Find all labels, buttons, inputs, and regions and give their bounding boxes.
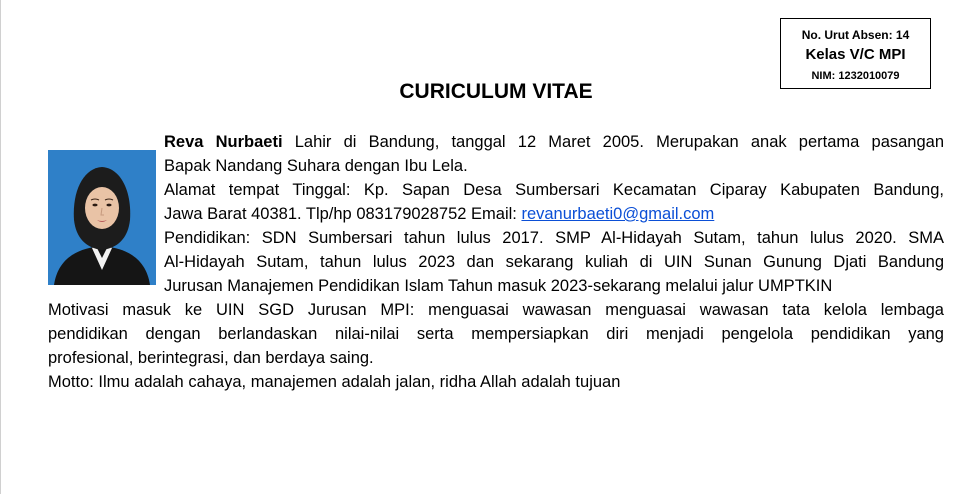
class-label: Kelas V/C MPI — [805, 46, 906, 63]
address-line: Alamat tempat Tinggal: Kp. Sapan Desa Sumbersari Kecamatan Ciparay Kabupaten Bandung, — [164, 181, 944, 199]
motto-line: Motto: Ilmu adalah cahaya, manajemen adalah jalan, ridha Allah adalah tujuan — [48, 373, 621, 391]
motivation-line: pendidikan dengan berlandaskan nilai-nilai serta mempersiapkan diri menjadi pengelola pendidikan yang — [48, 325, 944, 343]
person-name: Reva Nurbaeti — [164, 133, 283, 151]
profile-photo-image — [48, 150, 156, 285]
nim-number: NIM: 1232010079 — [811, 70, 900, 82]
motivation-line: profesional, berintegrasi, dan berdaya saing. — [48, 349, 374, 367]
email-link[interactable]: revanurbaeti0@gmail.com — [521, 205, 715, 223]
motivation-line: Motivasi masuk ke UIN SGD Jurusan MPI: menguasai wawasan menguasai wawasan tata kelola lembaga — [48, 301, 944, 319]
absen-number: No. Urut Absen: 14 — [801, 28, 910, 42]
bio-line — [164, 130, 944, 154]
education-line: Jurusan Manajemen Pendidikan Islam Tahun masuk 2023-sekarang melalui jalur UMPTKIN — [164, 277, 833, 295]
education-line: Al-Hidayah Sutam, tahun lulus 2023 dan sekarang kuliah di UIN Sunan Gunung Djati Bandung — [164, 253, 944, 271]
bio-line: Bapak Nandang Suhara dengan Ibu Lela. — [164, 157, 468, 175]
bio-text: Lahir di Bandung, tanggal 12 Maret 2005. Merupakan anak pertama pasangan — [282, 133, 944, 151]
contact-line — [164, 202, 714, 226]
profile-photo — [48, 150, 156, 285]
student-id-box — [780, 18, 931, 89]
contact-text: Jawa Barat 40381. Tlp/hp 083179028752 Email: — [164, 205, 522, 223]
page-title: CURICULUM VITAE — [399, 80, 593, 103]
education-line: Pendidikan: SDN Sumbersari tahun lulus 2017. SMP Al-Hidayah Sutam, tahun lulus 2020. SMA — [164, 229, 944, 247]
